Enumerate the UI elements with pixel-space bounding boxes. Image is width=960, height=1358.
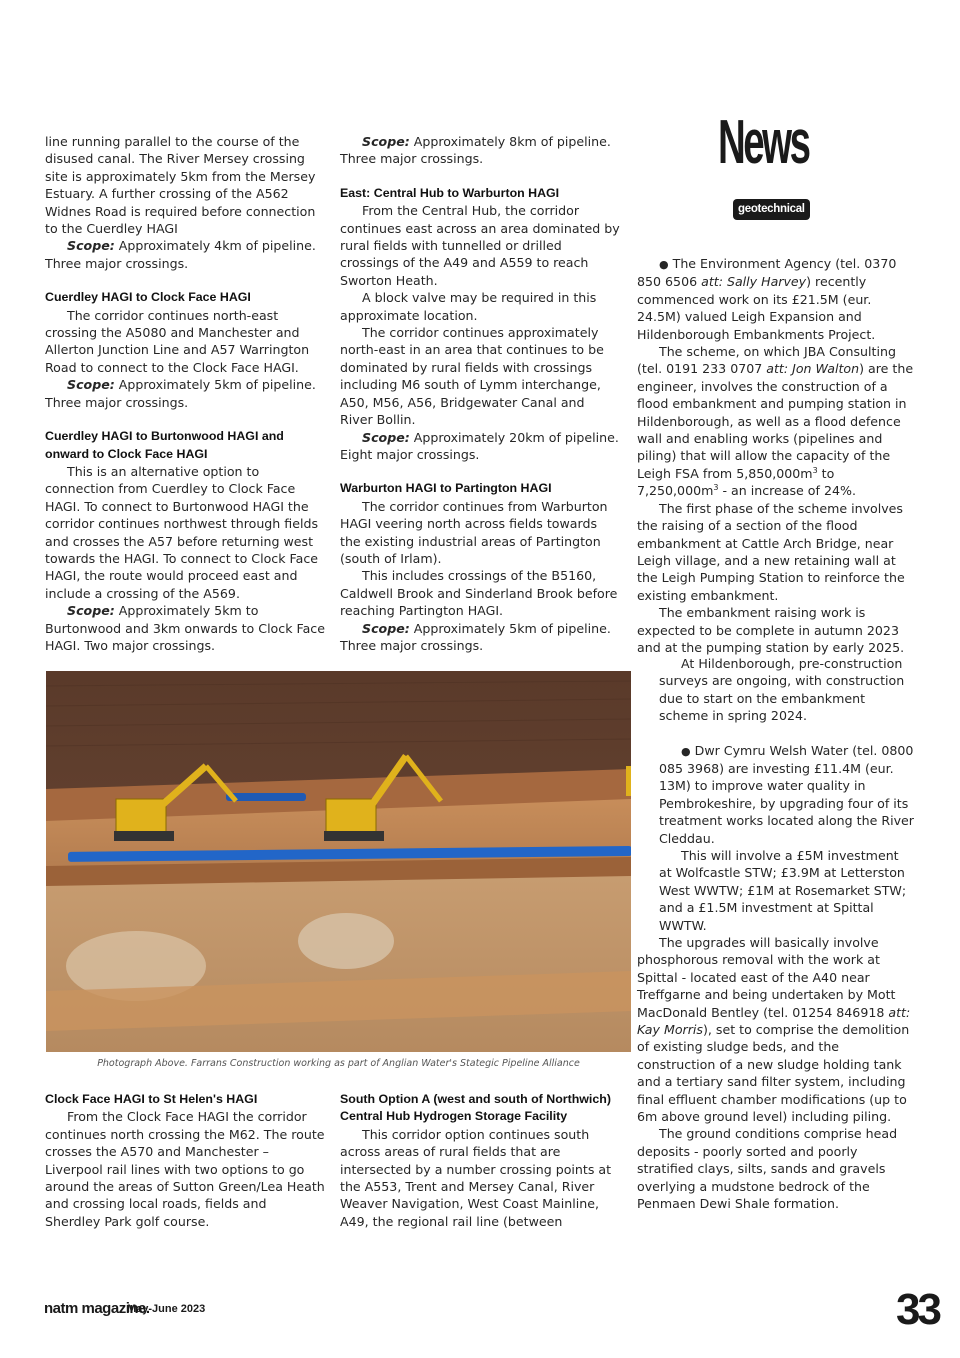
bullet-icon: ● — [681, 744, 691, 758]
contact-name: att: Jon Walton — [766, 361, 860, 377]
section-heading: Clock Face HAGI to St Helen's HAGI — [45, 1092, 258, 1106]
section-badge: geotechnical — [733, 199, 810, 220]
scope-label: Scope: — [67, 603, 115, 619]
page-number: 33 — [896, 1285, 939, 1334]
paragraph: The corridor continues approximately north-east in an area that continues to be dominated by rural fields with crossings including M6 south of Lymm interchange, A50, M56, A56, Bridgewater Canal and River Bollin. — [340, 325, 604, 428]
text-run: The upgrades will basically involve phosphorous removal with the work at Spittal - located east of the A40 near Treffgarne and being undertaken by Mott MacDonald Bentley (tel. 01254 846918 — [637, 935, 896, 1020]
scope-text: Approximately 5km to Burtonwood and 3km onwards to Clock Face HAGI. Two major crossings. — [45, 603, 325, 653]
paragraph: The embankment raising work is expected to be complete in autumn 2023 and at the pumping station by early 2025. — [637, 605, 905, 655]
paragraph: At Hildenborough, pre-construction surveys are ongoing, with construction due to start on the embankment scheme in spring 2024. — [659, 656, 905, 724]
paragraph: A block valve may be required in this approximate location. — [340, 290, 597, 323]
paragraph — [45, 376, 325, 411]
text-run: Dwr Cymru Welsh Water (tel. 0800 085 3968) are investing £11.4M (eur. 13M) to improve water quality in Pembrokeshire, by upgrading four of its treatment works located along the River Cleddau. — [659, 742, 914, 846]
magazine-name: natm magazine. — [44, 1300, 150, 1317]
text-run: to 7,250,000m — [637, 465, 835, 499]
text-run: - an increase of 24%. — [718, 483, 856, 499]
paragraph — [637, 343, 915, 500]
superscript: 3 — [713, 483, 719, 493]
news-item — [637, 255, 915, 343]
scope-text: Approximately 8km of pipeline. Three major crossings. — [340, 134, 611, 167]
scope-text: Approximately 5km of pipeline. Three major crossings. — [45, 377, 316, 410]
paragraph: line running parallel to the course of the disused canal. The River Mersey crossing site is approximately 5km from the Mersey Estuary. A further crossing of the A562 Widnes Road is required before connection to the Cuerdley HAGI — [45, 134, 316, 237]
scope-text: Approximately 4km of pipeline. Three major crossings. — [45, 238, 316, 271]
paragraph: This includes crossings of the B5160, Caldwell Brook and Sinderland Brook before reaching Partington HAGI. — [340, 568, 618, 619]
scope-label: Scope: — [362, 429, 410, 445]
text-run: The scheme, on which JBA Consulting (tel. 0191 233 0707 — [637, 344, 896, 377]
section-heading: Cuerdley HAGI to Clock Face HAGI — [45, 290, 251, 305]
photo-caption: Photograph Above. Farrans Construction working as part of Anglian Water's Stategic Pipeline Alliance — [97, 1058, 580, 1069]
scope-label: Scope: — [67, 238, 115, 254]
issue-date: May-June 2023 — [127, 1303, 206, 1315]
paragraph — [340, 133, 620, 168]
text-run: ) are the engineer, involves the construction of a flood embankment and pumping station in Hildenborough, as well as a flood defence wall and enabling works (pipelines and piling) that will allow the capacity of the Leigh FSA from 5,850,000m — [637, 361, 914, 481]
paragraph: This will involve a £5M investment at Wolfcastle STW; £3.9M at Letterston West WWTW; £1M at Rosemarket STW; and a £1.5M investment at Spittal WWTW. — [659, 848, 907, 933]
construction-photo — [46, 671, 631, 1052]
superscript: 3 — [812, 465, 818, 475]
scope-label: Scope: — [67, 377, 115, 393]
text-run: ), set to comprise the demolition of existing sludge beds, and the construction of a new sludge holding tank and a tertiary sand filter system, including final effluent chamber modifications (up to 6m above ground level) including piling. — [637, 1022, 910, 1125]
column-3 — [637, 255, 915, 656]
paragraph: This is an alternative option to connection from Cuerdley to Clock Face HAGI. To connect to Burtonwood HAGI the corridor continues northwest through fields and crosses the A57 before returning west towards the HAGI. To connect to Clock Face HAGI, the route would proceed east and include a crossing of the A569. — [45, 463, 319, 601]
paragraph — [637, 934, 915, 1125]
paragraph — [340, 429, 620, 464]
section-heading: East: Central Hub to Warburton HAGI — [340, 185, 560, 200]
paragraph: The first phase of the scheme involves the raising of a section of the flood embankment at Cattle Arch Bridge, near Leigh village, and a new retaining wall at the Leigh Pumping Station to reinforce the existing embankment. — [637, 500, 905, 603]
section-heading: Warburton HAGI to Partington HAGI — [340, 481, 552, 496]
section-title: News — [718, 108, 809, 177]
bottom-column-2 — [340, 1091, 620, 1230]
scope-label: Scope: — [362, 620, 410, 636]
section-heading: South Option A (west and south of Northwich) Central Hub Hydrogen Storage Facility — [340, 1092, 611, 1124]
column-1 — [45, 133, 325, 654]
paragraph: The ground conditions comprise head deposits - poorly sorted and poorly stratified clays, silts, sands and gravels overlying a mudstone bedrock of the Penmaen Dewi Shale formation. — [637, 1126, 898, 1212]
contact-name: att: Sally Harvey — [701, 274, 807, 290]
column-3-wrap — [659, 655, 915, 934]
paragraph: The corridor continues north-east crossing the A5080 and Manchester and Allerton Junction Line and A57 Warrington Road to connect to the Clock Face HAGI. — [45, 307, 310, 375]
scope-text: Approximately 20km of pipeline. Eight major crossings. — [340, 429, 619, 462]
scope-label: Scope: — [362, 134, 410, 149]
paragraph — [45, 237, 325, 272]
scope-text: Approximately 5km of pipeline. Three major crossings. — [340, 620, 611, 653]
paragraph: From the Clock Face HAGI the corridor continues north crossing the M62. The route crosses the A570 and Manchester – Liverpool rail lines with two options to go around the areas of Sutton Green/Lea Heath and crossing local roads, fields and Sherdley Park golf course. — [45, 1109, 325, 1229]
text-run: The Environment Agency (tel. 0370 850 6506 — [637, 256, 897, 290]
news-item — [659, 742, 915, 847]
paragraph: From the Central Hub, the corridor continues east across an area dominated by rural fields with tunnelled or drilled crossings of the A49 and A559 to reach Sworton Heath. — [340, 203, 620, 288]
column-3-lower — [637, 934, 915, 1213]
bottom-column-1 — [45, 1091, 325, 1230]
paragraph — [45, 602, 325, 654]
contact-name: att: Kay Morris — [637, 1004, 911, 1038]
section-heading: Cuerdley HAGI to Burtonwood HAGI and onward to Clock Face HAGI — [45, 429, 284, 461]
paragraph: This corridor option continues south across areas of rural fields that are intersected by a number crossing points at the A553, Trent and Mersey Canal, River Weaver Navigation, West Coast Mainline, A49, the regional rail line (between — [340, 1126, 612, 1229]
column-2 — [340, 133, 620, 654]
text-run: ) recently commenced work on its £21.5M (eur. 24.5M) valued Leigh Expansion and Hildenborough Embankments Project. — [637, 274, 876, 342]
bullet-icon: ● — [659, 258, 669, 271]
paragraph — [340, 620, 620, 655]
paragraph: The corridor continues from Warburton HAGI veering north across fields towards the existing industrial areas of Partington (south of Irlam). — [340, 498, 608, 566]
